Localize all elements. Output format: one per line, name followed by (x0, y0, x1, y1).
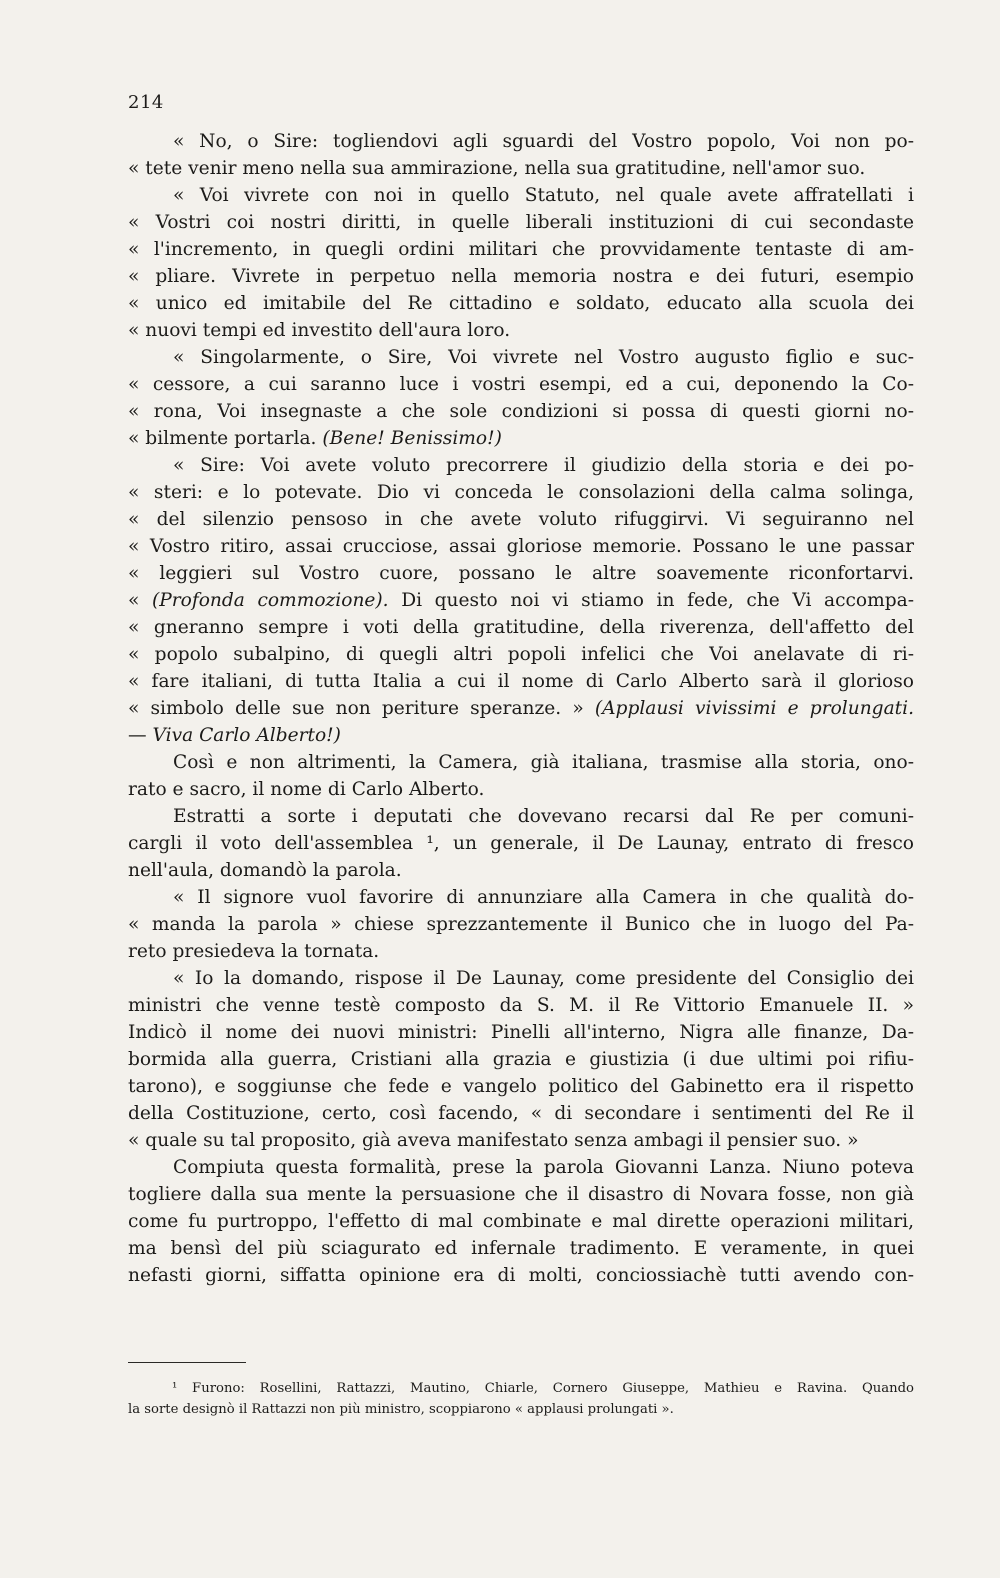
text-line (128, 641, 914, 668)
text-line-text: Compiuta questa formalità, prese la parola Giovanni Lanza. Niuno poteva (173, 1157, 914, 1178)
text-line-text: « unico ed imitabile del Re cittadino e soldato, educato alla scuola dei (128, 293, 914, 314)
text-line (128, 452, 914, 479)
text-line-text-continued: Di questo noi vi stiamo in fede, che Vi accompa- (388, 590, 914, 611)
text-line (128, 965, 914, 992)
text-line (128, 857, 914, 884)
text-line (128, 398, 914, 425)
text-line (128, 803, 914, 830)
text-line-text: togliere dalla sua mente la persuasione che il disastro di Novara fosse, non già (128, 1184, 914, 1205)
text-line (128, 236, 914, 263)
text-line-text: « bilmente portarla. (128, 428, 323, 449)
text-line-text: « steri: e lo potevate. Dio vi conceda le consolazioni della calma solinga, (128, 482, 914, 503)
text-line-text: nell'aula, domandò la parola. (128, 860, 402, 881)
text-line-text: « quale su tal proposito, già aveva manifestato senza ambagi il pensier suo. » (128, 1130, 859, 1151)
text-line-text: « nuovi tempi ed investito dell'aura loro. (128, 320, 511, 341)
text-line-text: « del silenzio pensoso in che avete voluto rifuggirvi. Vi seguiranno nel (128, 509, 914, 530)
text-line-text: « gneranno sempre i voti della gratitudine, della riverenza, dell'affetto del (128, 617, 914, 638)
text-line (128, 830, 914, 857)
text-line-text: bormida alla guerra, Cristiani alla grazia e giustizia (i due ultimi poi rifiu- (128, 1049, 914, 1070)
text-line (128, 884, 914, 911)
text-line (128, 263, 914, 290)
text-line (128, 1127, 914, 1154)
text-line-text: « Sire: Voi avete voluto precorrere il giudizio della storia e dei po- (173, 455, 914, 476)
text-line (128, 1073, 914, 1100)
footnote-line-text: ¹ Furono: Rosellini, Rattazzi, Mautino, Chiarle, Cornero Giuseppe, Mathieu e Ravina. Quando (172, 1381, 914, 1396)
text-line (128, 533, 914, 560)
text-line-text: « cessore, a cui saranno luce i vostri esempi, ed a cui, deponendo la Co- (128, 374, 914, 395)
text-line-text: « (128, 590, 152, 611)
text-line-text: tarono), e soggiunse che fede e vangelo politico del Gabinetto era il rispetto (128, 1076, 914, 1097)
text-line (128, 1262, 914, 1289)
footnote-line-text: la sorte designò il Rattazzi non più ministro, scoppiarono « applausi prolungati ». (128, 1402, 674, 1417)
text-line-italic-text: (Profonda commozione). (151, 590, 389, 611)
text-line (128, 1235, 914, 1262)
text-line (128, 1208, 914, 1235)
text-line (128, 317, 914, 344)
text-line (128, 668, 914, 695)
text-line (128, 1100, 914, 1127)
text-line-text: « manda la parola » chiese sprezzantemente il Bunico che in luogo del Pa- (128, 914, 914, 935)
text-line-text: come fu purtroppo, l'effetto di mal combinate e mal dirette operazioni militari, (128, 1211, 914, 1232)
text-line (128, 992, 914, 1019)
text-line-italic-text: Viva Carlo Alberto!) (152, 725, 341, 746)
text-line (128, 560, 914, 587)
text-line (128, 128, 914, 155)
footnote-line (128, 1378, 914, 1399)
text-line-text: « pliare. Vivrete in perpetuo nella memoria nostra e dei futuri, esempio (128, 266, 914, 287)
text-line-text: « leggieri sul Vostro cuore, possano le altre soavemente riconfortarvi. (128, 563, 914, 584)
text-line-text: « Voi vivrete con noi in quello Statuto, nel quale avete affratellati i (173, 185, 914, 206)
text-line (128, 209, 914, 236)
text-line (128, 1181, 914, 1208)
text-line-text: nefasti giorni, siffatta opinione era di molti, conciossiachè tutti avendo con- (128, 1265, 914, 1286)
text-line-text: « popolo subalpino, di quegli altri popoli infelici che Voi anelavate di ri- (128, 644, 914, 665)
text-line (128, 749, 914, 776)
text-line-text: Estratti a sorte i deputati che dovevano recarsi dal Re per comuni- (173, 806, 914, 827)
text-line (128, 1154, 914, 1181)
text-line (128, 587, 914, 614)
text-line-text: « simbolo delle sue non periture speranze. » (128, 698, 595, 719)
text-line-text: « Vostri coi nostri diritti, in quelle liberali instituzioni di cui secondaste (128, 212, 914, 233)
text-line-text: cargli il voto dell'assemblea ¹, un generale, il De Launay, entrato di fresco (128, 833, 914, 854)
text-line (128, 938, 914, 965)
text-line-italic-text: (Applausi vivissimi e prolungati. (594, 698, 914, 719)
text-line (128, 1019, 914, 1046)
text-line-text: della Costituzione, certo, così facendo, « di secondare i sentimenti del Re il (128, 1103, 914, 1124)
text-line-text: « rona, Voi insegnaste a che sole condizioni si possa di questi giorni no- (128, 401, 914, 422)
text-line-text: « fare italiani, di tutta Italia a cui il nome di Carlo Alberto sarà il glorioso (128, 671, 914, 692)
text-line (128, 290, 914, 317)
text-line (128, 506, 914, 533)
text-line-text: « Il signore vuol favorire di annunziare alla Camera in che qualità do- (173, 887, 914, 908)
text-line (128, 695, 914, 722)
text-line (128, 722, 914, 749)
text-line-text: « l'incremento, in quegli ordini militari che provvidamente tentaste di am- (128, 239, 914, 260)
text-line (128, 344, 914, 371)
text-line (128, 182, 914, 209)
page-number: 214 (128, 92, 164, 113)
text-line (128, 1046, 914, 1073)
text-line-text: « Vostro ritiro, assai crucciose, assai gloriose memorie. Possano le une passar (128, 536, 914, 557)
text-line (128, 371, 914, 398)
text-line (128, 614, 914, 641)
text-line (128, 776, 914, 803)
text-line-text: — (128, 725, 153, 746)
footnote-line (128, 1399, 914, 1420)
text-line-text: reto presiedeva la tornata. (128, 941, 380, 962)
footnote-separator (128, 1362, 246, 1363)
text-line-text: « tete venir meno nella sua ammirazione, nella sua gratitudine, nell'amor suo. (128, 158, 866, 179)
text-line-text: « No, o Sire: togliendovi agli sguardi del Vostro popolo, Voi non po- (173, 131, 914, 152)
text-line-text: rato e sacro, il nome di Carlo Alberto. (128, 779, 485, 800)
text-line-text: ma bensì del più sciagurato ed infernale tradimento. E veramente, in quei (128, 1238, 914, 1259)
footnote (128, 1378, 914, 1420)
text-line-text: « Io la domando, rispose il De Launay, come presidente del Consiglio dei (173, 968, 914, 989)
text-line (128, 155, 914, 182)
body-text (128, 128, 914, 1289)
text-line-italic-text: (Bene! Benissimo!) (322, 428, 502, 449)
text-line (128, 479, 914, 506)
text-line (128, 425, 914, 452)
text-line-text: ministri che venne testè composto da S. M. il Re Vittorio Emanuele II. » (128, 995, 914, 1016)
text-line-text: Così e non altrimenti, la Camera, già italiana, trasmise alla storia, ono- (173, 752, 914, 773)
text-line (128, 911, 914, 938)
text-line-text: « Singolarmente, o Sire, Voi vivrete nel Vostro augusto figlio e suc- (173, 347, 914, 368)
text-line-text: Indicò il nome dei nuovi ministri: Pinelli all'interno, Nigra alle finanze, Da- (128, 1022, 914, 1043)
